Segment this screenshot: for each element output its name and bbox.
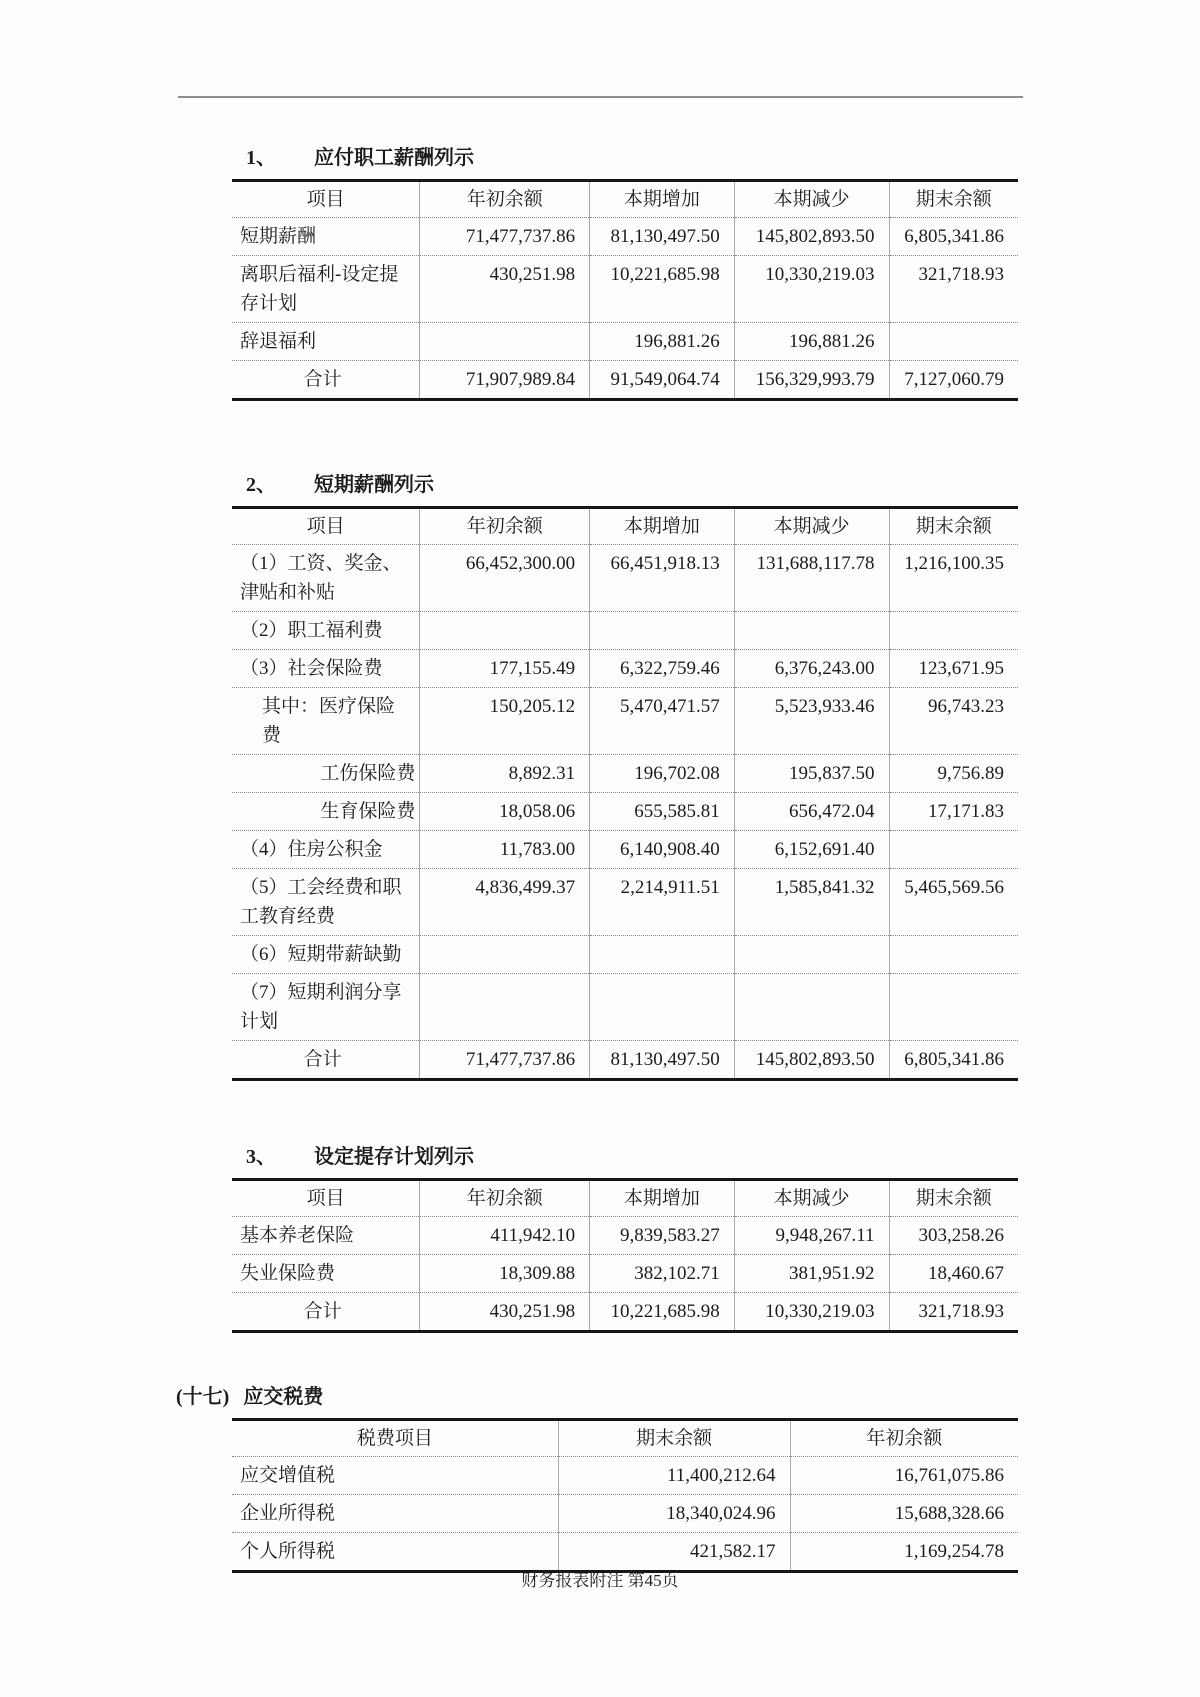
row-label: （5）工会经费和职工教育经费 [232, 869, 420, 936]
cell-value: 11,783.00 [420, 831, 590, 869]
table-row [232, 793, 1018, 831]
taxes-payable-table [232, 1418, 1018, 1573]
page-content [176, 0, 1018, 1573]
column-header: 本期增加 [590, 1180, 735, 1217]
section-2-heading [246, 473, 1018, 497]
cell-value [420, 612, 590, 650]
cell-value: 195,837.50 [734, 755, 889, 793]
section-3-title: 设定提存计划列示 [314, 1146, 474, 1168]
table-row [232, 755, 1018, 793]
table-row [232, 1217, 1018, 1255]
cell-value: 321,718.93 [889, 256, 1018, 323]
table-row [232, 361, 1018, 400]
section-1-heading [246, 146, 1018, 170]
cell-value: 18,058.06 [420, 793, 590, 831]
cell-value: 145,802,893.50 [734, 218, 889, 256]
cell-value: 655,585.81 [590, 793, 735, 831]
short-term-compensation-table [232, 506, 1018, 1081]
header-row [232, 181, 1018, 218]
cell-value: 6,805,341.86 [889, 218, 1018, 256]
cell-value: 71,907,989.84 [420, 361, 590, 400]
cell-value: 177,155.49 [420, 650, 590, 688]
table-row [232, 974, 1018, 1041]
column-header: 项目 [232, 508, 420, 545]
cell-value: 9,756.89 [889, 755, 1018, 793]
tax-section-number: (十七) [176, 1386, 230, 1408]
row-label: （7）短期利润分享计划 [232, 974, 420, 1041]
cell-value [590, 612, 735, 650]
cell-value: 10,330,219.03 [734, 256, 889, 323]
cell-value [889, 974, 1018, 1041]
row-label: 生育保险费 [232, 793, 420, 831]
table-row [232, 1293, 1018, 1332]
cell-value: 123,671.95 [889, 650, 1018, 688]
column-header: 本期减少 [734, 181, 889, 218]
row-label: 应交增值税 [240, 1465, 336, 1486]
column-header: 本期增加 [590, 181, 735, 218]
cell-value: 18,460.67 [889, 1255, 1018, 1293]
column-header: 期末余额 [558, 1420, 790, 1457]
column-header: 年初余额 [420, 1180, 590, 1217]
cell-value: 1,169,254.78 [790, 1533, 1018, 1572]
table-row [232, 323, 1018, 361]
table-body [232, 218, 1018, 400]
cell-value: 5,470,471.57 [590, 688, 735, 755]
row-label: 企业所得税 [232, 1495, 558, 1533]
cell-value: 303,258.26 [889, 1217, 1018, 1255]
cell-value: 66,452,300.00 [420, 545, 590, 612]
table-row [232, 688, 1018, 755]
cell-value: 6,140,908.40 [590, 831, 735, 869]
table-head [232, 1420, 1018, 1457]
page-footer: 财务报表附注 第45页 [521, 1571, 679, 1590]
cell-value [420, 936, 590, 974]
cell-value: 71,477,737.86 [420, 1041, 590, 1080]
cell-value: 411,942.10 [420, 1217, 590, 1255]
cell-value: 81,130,497.50 [590, 218, 735, 256]
cell-value: 421,582.17 [558, 1533, 790, 1572]
column-header: 本期减少 [734, 1180, 889, 1217]
cell-value [889, 323, 1018, 361]
cell-value: 66,451,918.13 [590, 545, 735, 612]
table-body [232, 545, 1018, 1080]
cell-value [420, 323, 590, 361]
row-label: 合计 [232, 1293, 420, 1332]
cell-value: 71,477,737.86 [420, 218, 590, 256]
table-head [232, 508, 1018, 545]
cell-value: 145,802,893.50 [734, 1041, 889, 1080]
table-row [232, 1457, 1018, 1495]
cell-value: 382,102.71 [590, 1255, 735, 1293]
cell-value [734, 612, 889, 650]
header-row [232, 508, 1018, 545]
cell-value: 131,688,117.78 [734, 545, 889, 612]
cell-value: 4,836,499.37 [420, 869, 590, 936]
row-label: 个人所得税 [232, 1533, 558, 1572]
cell-value: 196,702.08 [590, 755, 735, 793]
tax-section-heading [176, 1385, 1018, 1409]
cell-value: 9,839,583.27 [590, 1217, 735, 1255]
table-row [232, 218, 1018, 256]
cell-value: 91,549,064.74 [590, 361, 735, 400]
cell-value: 5,465,569.56 [889, 869, 1018, 936]
cell-value [734, 974, 889, 1041]
cell-value: 6,376,243.00 [734, 650, 889, 688]
section-2-title: 短期薪酬列示 [314, 474, 434, 496]
cell-value: 196,881.26 [734, 323, 889, 361]
cell-value: 6,322,759.46 [590, 650, 735, 688]
column-header: 期末余额 [889, 181, 1018, 218]
cell-value: 96,743.23 [889, 688, 1018, 755]
cell-value: 7,127,060.79 [889, 361, 1018, 400]
cell-value [889, 936, 1018, 974]
cell-value: 9,948,267.11 [734, 1217, 889, 1255]
column-header: 项目 [232, 1180, 420, 1217]
defined-contribution-plan-table [232, 1178, 1018, 1333]
row-label: （3）社会保险费 [232, 650, 420, 688]
cell-value: 81,130,497.50 [590, 1041, 735, 1080]
table-row [232, 1495, 1018, 1533]
cell-value: 1,585,841.32 [734, 869, 889, 936]
header-row [232, 1180, 1018, 1217]
cell-value [590, 936, 735, 974]
cell-value: 11,400,212.64 [558, 1457, 790, 1495]
row-label: 其中：医疗保险费 [232, 688, 420, 755]
column-header: 税费项目 [232, 1420, 558, 1457]
row-label: （1）工资、奖金、津贴和补贴 [240, 553, 402, 603]
row-label: 离职后福利-设定提存计划 [232, 256, 420, 323]
cell-value: 430,251.98 [420, 1293, 590, 1332]
table-row [232, 545, 1018, 612]
cell-value: 10,330,219.03 [734, 1293, 889, 1332]
section-3-heading [246, 1145, 1018, 1169]
cell-value: 8,892.31 [420, 755, 590, 793]
cell-value: 6,805,341.86 [889, 1041, 1018, 1080]
column-header: 年初余额 [420, 508, 590, 545]
row-label: 工伤保险费 [232, 755, 420, 793]
row-label: （2）职工福利费 [232, 612, 420, 650]
section-1-number: 1、 [246, 147, 276, 169]
cell-value: 196,881.26 [590, 323, 735, 361]
table-head [232, 1180, 1018, 1217]
column-header: 本期减少 [734, 508, 889, 545]
column-header: 项目 [232, 181, 420, 218]
table-row [232, 831, 1018, 869]
row-label: （4）住房公积金 [232, 831, 420, 869]
header-row [232, 1420, 1018, 1457]
column-header: 年初余额 [420, 181, 590, 218]
cell-value [889, 612, 1018, 650]
cell-value: 18,309.88 [420, 1255, 590, 1293]
row-label: 辞退福利 [232, 323, 420, 361]
cell-value: 156,329,993.79 [734, 361, 889, 400]
row-label: 失业保险费 [232, 1255, 420, 1293]
column-header: 期末余额 [889, 508, 1018, 545]
cell-value: 6,152,691.40 [734, 831, 889, 869]
cell-value: 10,221,685.98 [590, 1293, 735, 1332]
cell-value [590, 974, 735, 1041]
row-label: 合计 [232, 1041, 420, 1080]
cell-value: 150,205.12 [420, 688, 590, 755]
table-row [232, 650, 1018, 688]
cell-value: 1,216,100.35 [889, 545, 1018, 612]
table-head [232, 181, 1018, 218]
cell-value: 2,214,911.51 [590, 869, 735, 936]
table-row [232, 1041, 1018, 1080]
row-label: 短期薪酬 [240, 226, 317, 247]
column-header: 年初余额 [790, 1420, 1018, 1457]
cell-value: 430,251.98 [420, 256, 590, 323]
cell-value: 5,523,933.46 [734, 688, 889, 755]
table-row [232, 612, 1018, 650]
table-row [232, 256, 1018, 323]
cell-value: 656,472.04 [734, 793, 889, 831]
cell-value: 17,171.83 [889, 793, 1018, 831]
tax-section-title: 应交税费 [243, 1386, 324, 1408]
row-label: （6）短期带薪缺勤 [232, 936, 420, 974]
cell-value [889, 831, 1018, 869]
cell-value: 10,221,685.98 [590, 256, 735, 323]
cell-value: 321,718.93 [889, 1293, 1018, 1332]
section-3-number: 3、 [246, 1146, 276, 1168]
cell-value: 381,951.92 [734, 1255, 889, 1293]
row-label: 合计 [232, 361, 420, 400]
section-1-title: 应付职工薪酬列示 [314, 147, 474, 169]
cell-value: 16,761,075.86 [790, 1457, 1018, 1495]
section-2-number: 2、 [246, 474, 276, 496]
table-row [232, 1255, 1018, 1293]
cell-value [420, 974, 590, 1041]
table-row [232, 869, 1018, 936]
table-body [232, 1457, 1018, 1572]
row-label: 基本养老保险 [240, 1225, 355, 1246]
cell-value: 15,688,328.66 [790, 1495, 1018, 1533]
table-body [232, 1217, 1018, 1332]
column-header: 本期增加 [590, 508, 735, 545]
table-row [232, 936, 1018, 974]
cell-value: 18,340,024.96 [558, 1495, 790, 1533]
employee-compensation-table [232, 179, 1018, 401]
cell-value [734, 936, 889, 974]
column-header: 期末余额 [889, 1180, 1018, 1217]
